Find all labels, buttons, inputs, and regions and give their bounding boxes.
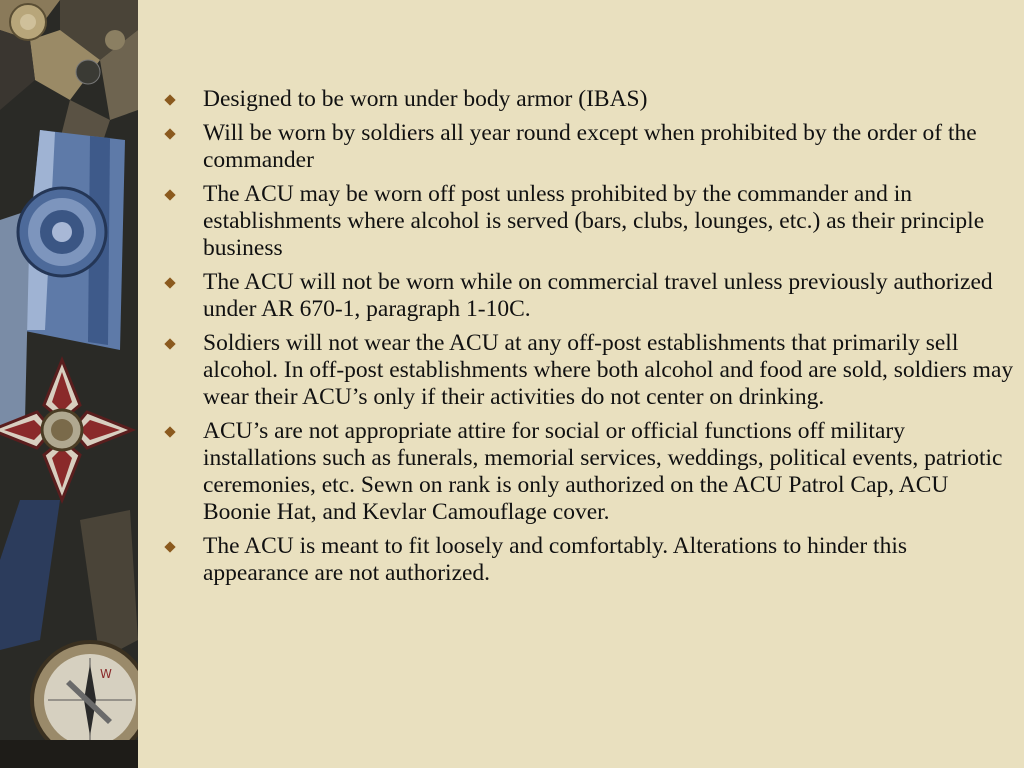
bullet-text: Will be worn by soldiers all year round except when prohibited by the order of the commander <box>203 120 977 173</box>
medal-decorative-image <box>0 0 138 768</box>
diamond-bullet-icon <box>164 189 175 200</box>
diamond-bullet-icon <box>164 541 175 552</box>
diamond-bullet-icon <box>164 426 175 437</box>
diamond-bullet-icon <box>164 128 175 139</box>
bullet-item <box>160 418 1018 526</box>
svg-text:W: W <box>100 667 112 681</box>
diamond-bullet-icon <box>164 94 175 105</box>
bullet-item <box>160 120 1018 174</box>
bullet-text: The ACU will not be worn while on commercial travel unless previously authorized under AR 670-1, paragraph 1-10C. <box>203 269 993 322</box>
bullet-text: The ACU is meant to fit loosely and comfortably. Alterations to hinder this appearance are not authorized. <box>203 533 908 586</box>
bullet-text: The ACU may be worn off post unless prohibited by the commander and in establishments where alcohol is served (bars, clubs, lounges, etc.) as their principle business <box>203 181 985 261</box>
bullet-item <box>160 533 1018 587</box>
bullet-item <box>160 330 1018 411</box>
rosette <box>18 188 106 276</box>
bullet-text: Designed to be worn under body armor (IBAS) <box>203 86 648 112</box>
bullet-item <box>160 181 1018 262</box>
bullet-text: Soldiers will not wear the ACU at any off-post establishments that primarily sell alcohol. In off-post establishments where both alcohol and food are sold, soldiers may wear their ACU’s only if their activities do not center on drinking. <box>203 330 1014 410</box>
diamond-bullet-icon <box>164 277 175 288</box>
slide-content <box>160 86 1018 594</box>
bullet-item <box>160 269 1018 323</box>
diamond-bullet-icon <box>164 338 175 349</box>
bullet-text: ACU’s are not appropriate attire for social or official functions off military installations such as funerals, memorial services, weddings, political events, patriotic ceremonies, etc. Sewn on rank is only authorized on the ACU Patrol Cap, ACU Boonie Hat, and Kevlar Camouflage cover. <box>203 418 1003 525</box>
bullet-item <box>160 86 1018 113</box>
bullet-list <box>160 86 1018 587</box>
